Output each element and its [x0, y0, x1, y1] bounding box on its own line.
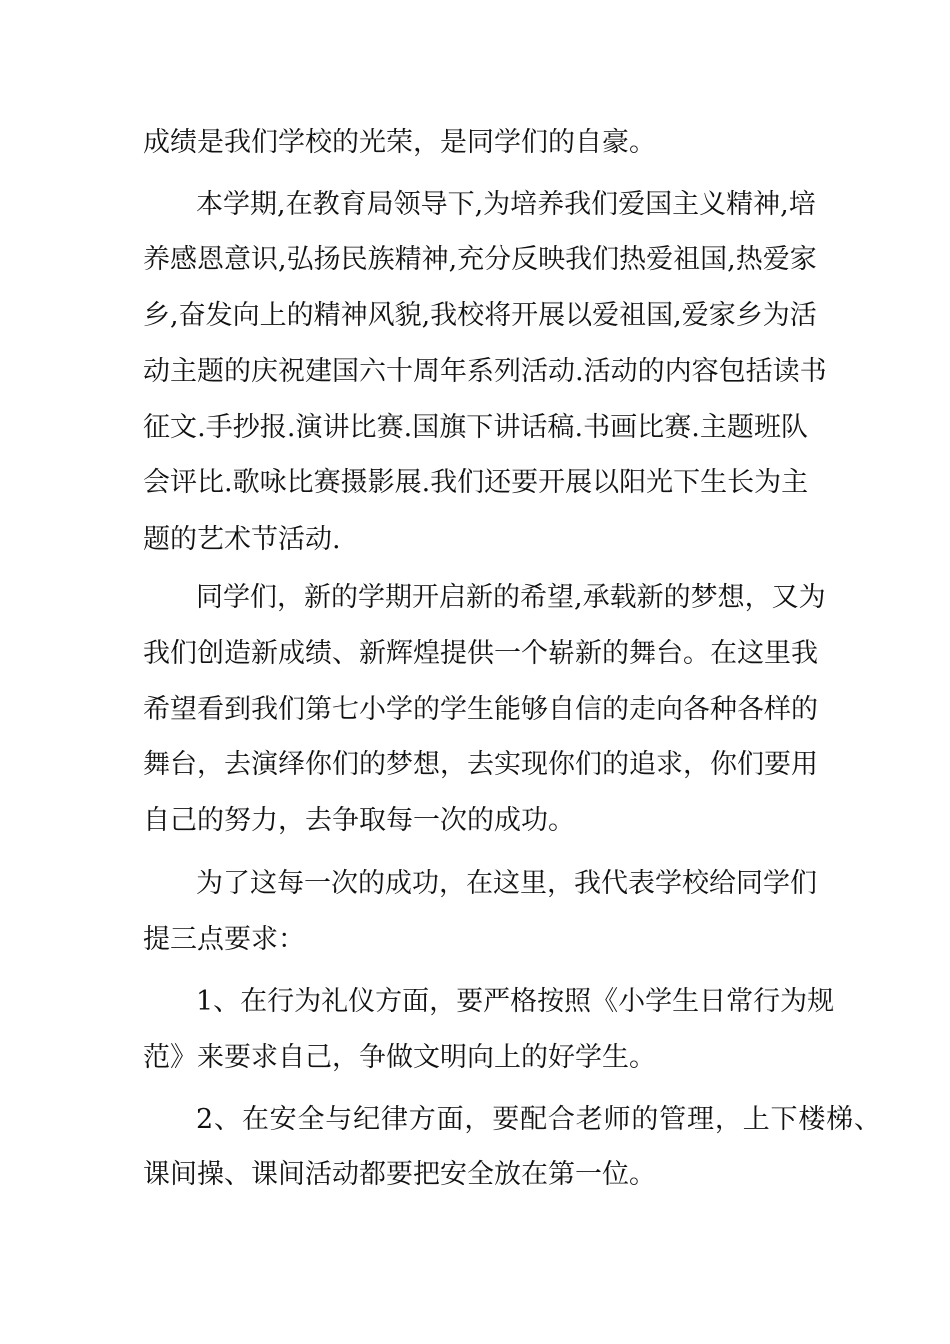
- text-line: [0, 401, 950, 455]
- text-line: [0, 1031, 950, 1085]
- text-line-content: 同学们，新的学期开启新的希望,承载新的梦想，又为: [196, 582, 826, 613]
- paragraph-start-line: [0, 1093, 950, 1147]
- text-line: [0, 738, 950, 792]
- text-line-content: 动主题的庆祝建国六十周年系列活动.活动的内容包括读书: [143, 356, 827, 387]
- paragraph-start-line: [0, 571, 950, 625]
- text-line-content: 范》来要求自己，争做文明向上的好学生。: [143, 1042, 656, 1073]
- text-line-content: 舞台，去演绎你们的梦想，去实现你们的追求，你们要用: [143, 749, 818, 780]
- text-line-content: 提三点要求：: [143, 924, 305, 955]
- text-line-content: 希望看到我们第七小学的学生能够自信的走向各种各样的: [143, 694, 818, 725]
- text-line-content: 我们创造新成绩、新辉煌提供一个崭新的舞台。在这里我: [143, 638, 818, 669]
- text-line: [0, 683, 950, 737]
- text-line-content: 会评比.歌咏比赛摄影展.我们还要开展以阳光下生长为主: [143, 467, 809, 498]
- text-line-content: 自己的努力，去争取每一次的成功。: [143, 805, 575, 836]
- text-line: [0, 289, 950, 343]
- text-line: [0, 345, 950, 399]
- text-line-content: 养感恩意识,弘扬民族精神,充分反映我们热爱祖国,热爱家: [143, 244, 817, 275]
- text-line-content: 课间操、课间活动都要把安全放在第一位。: [143, 1159, 656, 1190]
- text-line-content: 为了这每一次的成功，在这里，我代表学校给同学们: [196, 868, 817, 899]
- text-line: [0, 1148, 950, 1202]
- text-line: [0, 627, 950, 681]
- text-line: [0, 456, 950, 510]
- text-line-content: 题的艺术节活动.: [143, 524, 341, 555]
- text-line-content: 1、在行为礼仪方面，要严格按照《小学生日常行为规: [196, 986, 835, 1017]
- text-line-content: 乡,奋发向上的精神风貌,我校将开展以爱祖国,爱家乡为活: [143, 300, 817, 331]
- text-line-content: 本学期,在教育局领导下,为培养我们爱国主义精神,培: [196, 189, 816, 220]
- text-line: [0, 233, 950, 287]
- text-line: [0, 116, 950, 170]
- text-line-content: 成绩是我们学校的光荣，是同学们的自豪。: [143, 127, 656, 158]
- text-line: [0, 913, 950, 967]
- text-line-content: 2、在安全与纪律方面，要配合老师的管理，上下楼梯、: [196, 1104, 881, 1135]
- text-line: [0, 794, 950, 848]
- paragraph-start-line: [0, 178, 950, 232]
- text-line-content: 征文.手抄报.演讲比赛.国旗下讲话稿.书画比赛.主题班队: [143, 412, 808, 443]
- paragraph-start-line: [0, 857, 950, 911]
- text-line: [0, 513, 950, 567]
- paragraph-start-line: [0, 975, 950, 1029]
